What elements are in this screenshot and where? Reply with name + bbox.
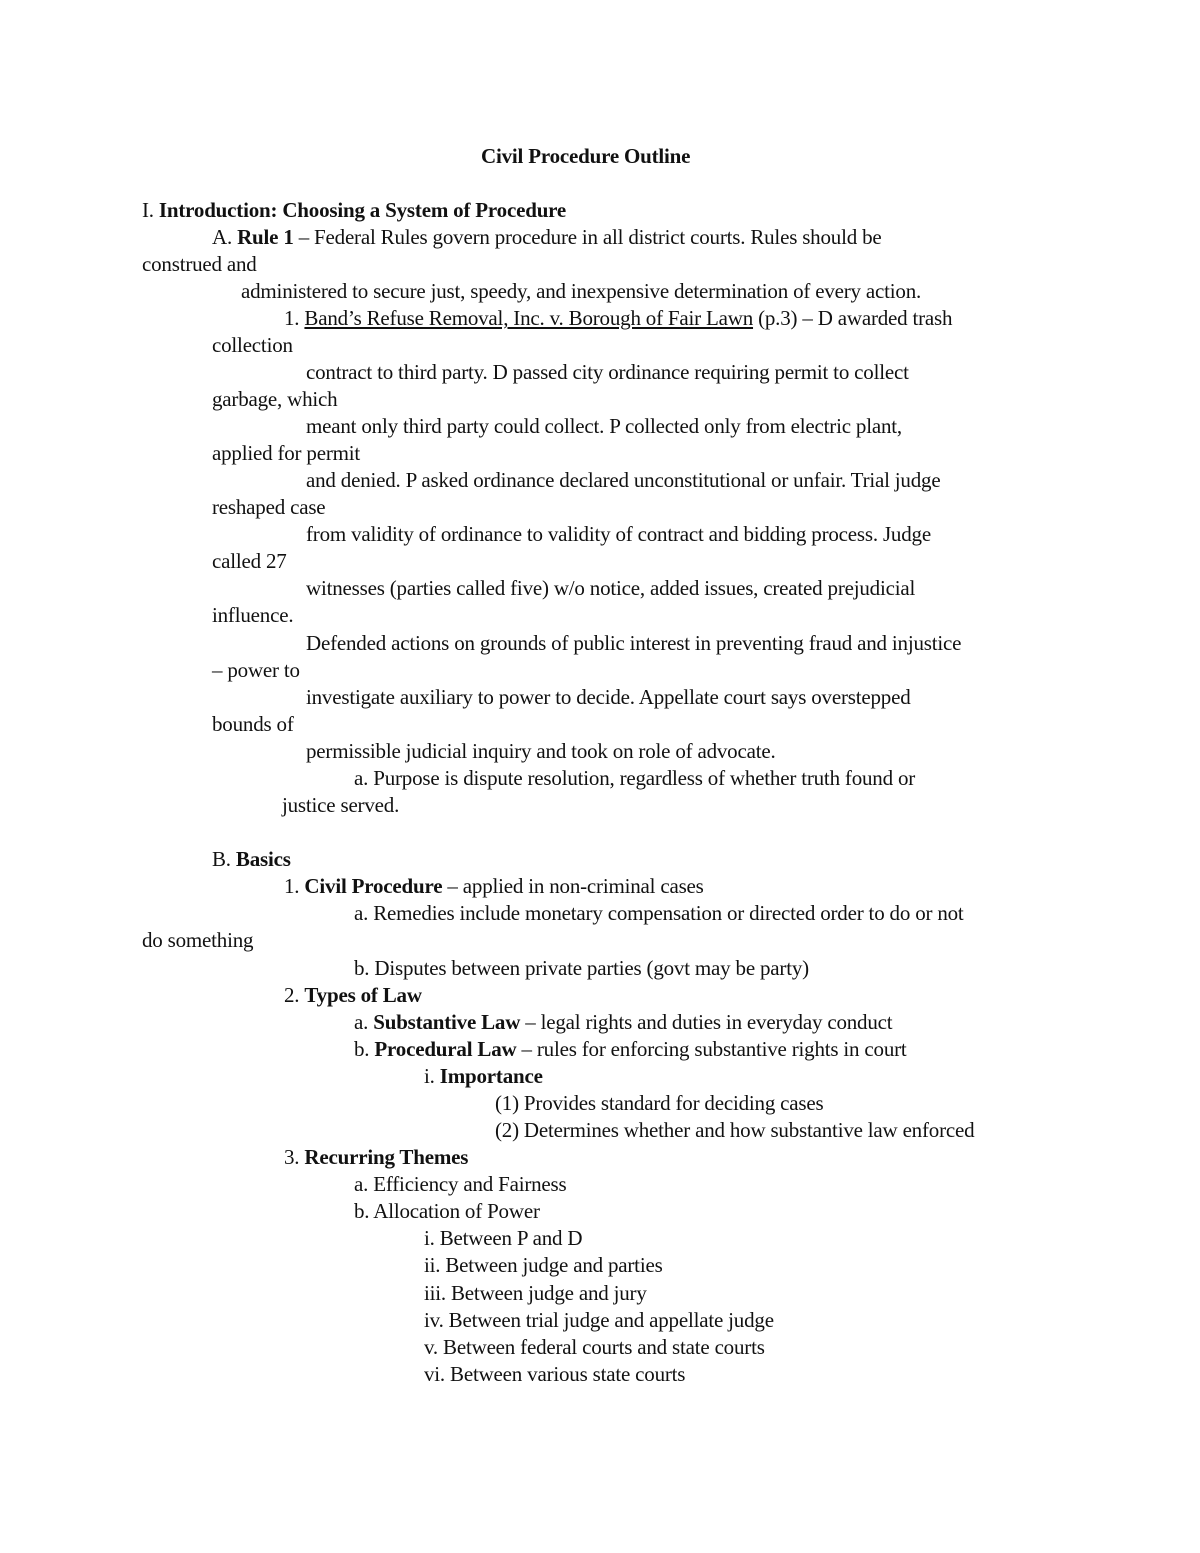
item-label: Rule 1: [237, 225, 294, 249]
item-marker: B.: [212, 847, 231, 871]
item-text: – legal rights and duties in everyday conduct: [520, 1010, 893, 1034]
text-line: a. Purpose is dispute resolution, regardless of whether truth found or: [354, 766, 916, 790]
text-line: do something: [142, 928, 254, 952]
outline-item-importance: [424, 1063, 543, 1090]
item-label: Civil Procedure: [304, 874, 443, 898]
text-line: investigate auxiliary to power to decide. Appellate court says overstepped: [306, 685, 911, 709]
text-line: influence.: [212, 603, 294, 627]
text-line: applied for permit: [212, 441, 361, 465]
item-text: – rules for enforcing substantive rights in court: [516, 1037, 907, 1061]
text-line: permissible judicial inquiry and took on role of advocate.: [306, 739, 776, 763]
text-line: b. Disputes between private parties (govt may be party): [354, 956, 809, 980]
item-text: (p.3) – D awarded trash: [753, 306, 953, 330]
page-title: Civil Procedure Outline: [481, 144, 691, 168]
text-line: reshaped case: [212, 495, 326, 519]
item-marker: 1.: [284, 306, 300, 330]
section-heading: [142, 197, 566, 224]
list-item: iv. Between trial judge and appellate judge: [424, 1308, 774, 1332]
text-line: (1) Provides standard for deciding cases: [495, 1091, 824, 1115]
list-item: v. Between federal courts and state courts: [424, 1335, 765, 1359]
outline-item-basics: [212, 846, 291, 873]
outline-item-rule-1: [212, 224, 882, 251]
item-marker: i.: [424, 1064, 435, 1088]
item-marker: A.: [212, 225, 233, 249]
text-line: a. Remedies include monetary compensation or directed order to do or not: [354, 901, 964, 925]
list-item: i. Between P and D: [424, 1226, 583, 1250]
text-line: collection: [212, 333, 293, 357]
case-entry: [284, 305, 952, 332]
text-line: Defended actions on grounds of public interest in preventing fraud and injustice: [306, 631, 962, 655]
list-item: iii. Between judge and jury: [424, 1281, 647, 1305]
section-marker: I.: [142, 198, 154, 222]
item-marker: 2.: [284, 983, 300, 1007]
text-line: administered to secure just, speedy, and inexpensive determination of every action.: [241, 279, 922, 303]
item-label: Importance: [439, 1064, 543, 1088]
outline-item-types-of-law: [284, 982, 422, 1009]
item-text: – Federal Rules govern procedure in all district courts. Rules should be: [293, 225, 882, 249]
text-line: from validity of ordinance to validity of contract and bidding process. Judge: [306, 522, 931, 546]
text-line: b. Allocation of Power: [354, 1199, 540, 1223]
text-line: contract to third party. D passed city ordinance requiring permit to collect: [306, 360, 909, 384]
outline-item-substantive-law: [354, 1009, 892, 1036]
text-line: justice served.: [282, 793, 400, 817]
text-line: meant only third party could collect. P collected only from electric plant,: [306, 414, 902, 438]
text-line: witnesses (parties called five) w/o notice, added issues, created prejudicial: [306, 576, 916, 600]
text-line: garbage, which: [212, 387, 338, 411]
item-marker: 1.: [284, 874, 300, 898]
list-item: vi. Between various state courts: [424, 1362, 686, 1386]
outline-item-recurring-themes: [284, 1144, 468, 1171]
text-line: construed and: [142, 252, 257, 276]
outline-item-civil-procedure: [284, 873, 704, 900]
section-title: Introduction: Choosing a System of Procedure: [158, 198, 567, 222]
item-label: Recurring Themes: [304, 1145, 469, 1169]
text-line: – power to: [212, 658, 300, 682]
item-marker: b.: [354, 1037, 370, 1061]
item-label: Basics: [235, 847, 291, 871]
text-line: bounds of: [212, 712, 294, 736]
item-label: Types of Law: [304, 983, 422, 1007]
item-label: Procedural Law: [374, 1037, 517, 1061]
item-label: Substantive Law: [373, 1010, 521, 1034]
case-name: Band’s Refuse Removal, Inc. v. Borough of Fair Lawn: [304, 306, 754, 330]
text-line: and denied. P asked ordinance declared unconstitutional or unfair. Trial judge: [306, 468, 941, 492]
item-marker: 3.: [284, 1145, 300, 1169]
text-line: (2) Determines whether and how substantive law enforced: [495, 1118, 975, 1142]
item-text: – applied in non-criminal cases: [442, 874, 704, 898]
list-item: ii. Between judge and parties: [424, 1253, 663, 1277]
outline-item-procedural-law: [354, 1036, 907, 1063]
text-line: called 27: [212, 549, 287, 573]
text-line: a. Efficiency and Fairness: [354, 1172, 567, 1196]
item-marker: a.: [354, 1010, 369, 1034]
